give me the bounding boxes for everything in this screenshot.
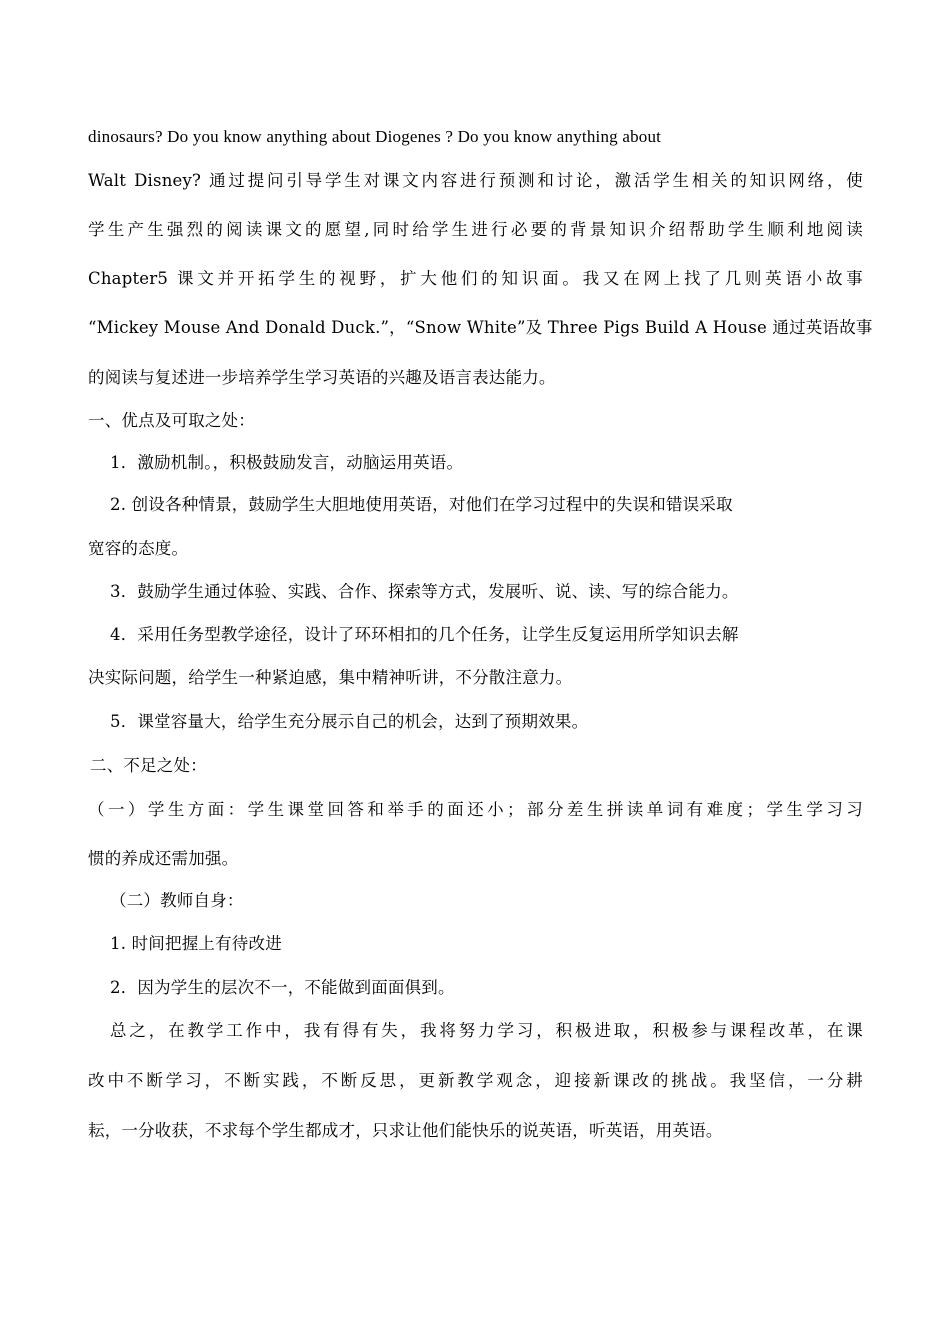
intro-line-4: Chapter5 课文并开拓学生的视野，扩大他们的知识面。我又在网上找了几则英语小故事 xyxy=(88,269,863,288)
conclusion-line-2: 改中不断学习，不断实践，不断反思，更新教学观念，迎接新课改的挑战。我坚信，一分耕 xyxy=(88,1071,863,1090)
section-one-item-1: 1．激励机制。，积极鼓励发言，动脑运用英语。 xyxy=(110,453,464,472)
conclusion-line-3: 耘，一分收获，不求每个学生都成才，只求让他们能快乐的说英语，听英语，用英语。 xyxy=(88,1121,723,1140)
section-two-teacher-item-2: 2．因为学生的层次不一，不能做到面面俱到。 xyxy=(110,978,455,997)
intro-line-1: dinosaurs? Do you know anything about Diogenes ? Do you know anything about xyxy=(88,127,662,146)
section-two-teacher-heading: （二）教师自身： xyxy=(110,891,244,910)
section-one-item-2-line-2: 宽容的态度。 xyxy=(88,539,189,558)
intro-line-3: 学生产生强烈的阅读课文的愿望,同时给学生进行必要的背景知识介绍帮助学生顺利地阅读 xyxy=(88,220,863,239)
intro-line-6: 的阅读与复述进一步培养学生学习英语的兴趣及语言表达能力。 xyxy=(88,368,556,387)
section-two-students-line-2: 惯的养成还需加强。 xyxy=(88,849,239,868)
section-one-item-5: 5．课堂容量大，给学生充分展示自己的机会，达到了预期效果。 xyxy=(110,712,589,731)
section-two-students-line-1: （一）学生方面：学生课堂回答和举手的面还小；部分差生拼读单词有难度；学生学习习 xyxy=(88,800,863,819)
section-one-item-3: 3．鼓励学生通过体验、实践、合作、探索等方式，发展听、说、读、写的综合能力。 xyxy=(110,582,739,601)
intro-line-2: Walt Disney? 通过提问引导学生对课文内容进行预测和讨论，激活学生相关的知识网络，使 xyxy=(88,171,863,190)
section-one-heading: 一、优点及可取之处： xyxy=(88,411,255,430)
intro-line-5: “Mickey Mouse And Donald Duck.”，“Snow White”及 Three Pigs Build A House 通过英语故事 xyxy=(88,318,873,337)
section-one-item-2-line-1: 2. 创设各种情景，鼓励学生大胆地使用英语，对他们在学习过程中的失误和错误采取 xyxy=(110,495,733,514)
conclusion-line-1: 总之，在教学工作中，我有得有失，我将努力学习，积极进取，积极参与课程改革，在课 xyxy=(110,1021,863,1040)
section-one-item-4-line-1: 4．采用任务型教学途径，设计了环环相扣的几个任务，让学生反复运用所学知识去解 xyxy=(110,625,739,644)
section-two-teacher-item-1: 1. 时间把握上有待改进 xyxy=(110,934,282,953)
section-one-item-4-line-2: 决实际问题，给学生一种紧迫感，集中精神听讲，不分散注意力。 xyxy=(88,668,573,687)
section-two-heading: 二、不足之处： xyxy=(90,756,207,775)
